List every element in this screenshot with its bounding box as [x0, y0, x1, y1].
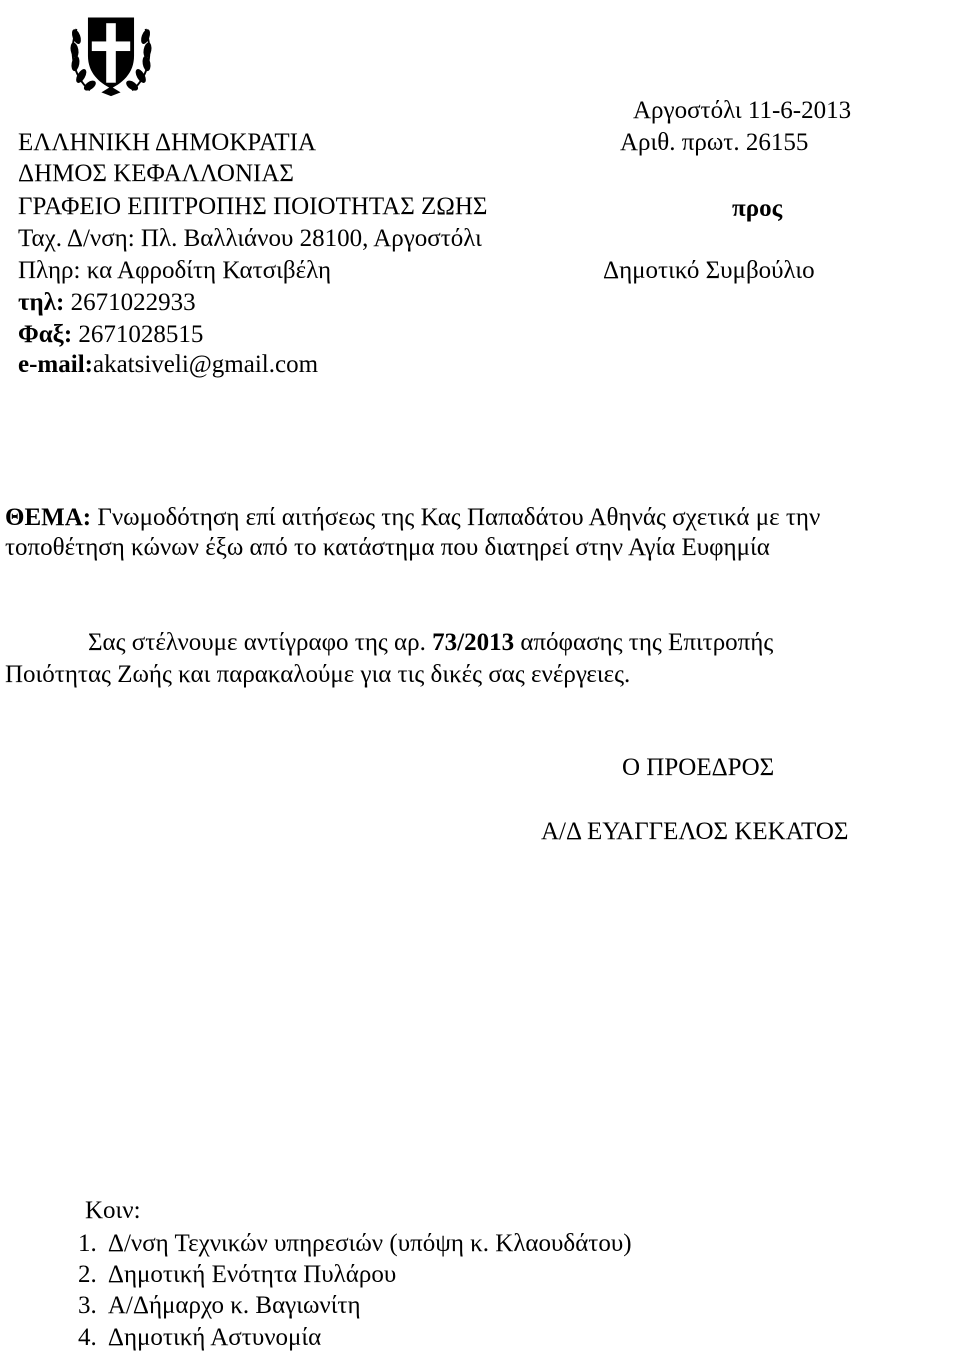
fax-number: 2671028515	[72, 321, 204, 348]
letter-date: Αργοστόλι 11-6-2013	[633, 97, 852, 124]
body-text-after: απόφασης της Επιτροπής	[514, 629, 774, 656]
sender-email-line	[18, 350, 318, 380]
signature-name: Α/Δ ΕΥΑΓΓΕΛΟΣ ΚΕΚΑΤΟΣ	[541, 818, 849, 845]
signature-title: Ο ΠΡΟΕΔΡΟΣ	[622, 754, 775, 781]
cc-label: Κοιν:	[85, 1197, 141, 1224]
recipient: Δημοτικό Συμβούλιο	[603, 257, 815, 284]
protocol-number: Αριθ. πρωτ. 26155	[620, 129, 809, 156]
cc-item: 1. Δ/νση Τεχνικών υπηρεσιών (υπόψη κ. Κλαουδάτου)	[78, 1230, 632, 1257]
fax-label: Φαξ:	[18, 321, 73, 348]
phone-label: τηλ:	[18, 289, 65, 316]
email-label: e-mail:	[18, 351, 93, 378]
body-line-1	[88, 628, 773, 658]
sender-contact-person: Πληρ: κα Αφροδίτη Κατσιβέλη	[18, 257, 332, 284]
recipient-label: προς	[732, 195, 783, 222]
sender-fax-line	[18, 320, 203, 350]
body-text-before: Σας στέλνουμε αντίγραφο της αρ.	[88, 629, 433, 656]
email-address: akatsiveli@gmail.com	[92, 351, 319, 378]
sender-phone-line	[18, 288, 196, 318]
sender-address: Ταχ. Δ/νση: Πλ. Βαλλιάνου 28100, Αργοστόλι	[18, 225, 482, 252]
decision-number: 73/2013	[432, 629, 515, 656]
body-line-2: Ποιότητας Ζωής και παρακαλούμε για τις δικές σας ενέργειες.	[5, 661, 631, 688]
cc-item: 3. Α/Δήμαρχο κ. Βαγιωνίτη	[78, 1292, 361, 1319]
subject-text-1: Γνωμοδότηση επί αιτήσεως της Κας Παπαδάτου Αθηνάς σχετικά με την	[91, 504, 821, 531]
subject-line-1	[5, 503, 820, 533]
sender-municipality: ΔΗΜΟΣ ΚΕΦΑΛΛΟΝΙΑΣ	[18, 160, 294, 187]
greek-coat-of-arms-emblem	[63, 4, 159, 100]
subject-line-2: τοποθέτηση κώνων έξω από το κατάστημα που διατηρεί στην Αγία Ευφημία	[5, 534, 770, 561]
subject-label: ΘΕΜΑ:	[5, 504, 92, 531]
sender-office: ΓΡΑΦΕΙΟ ΕΠΙΤΡΟΠΗΣ ΠΟΙΟΤΗΤΑΣ ΖΩΗΣ	[18, 193, 488, 220]
cc-item: 4. Δημοτική Αστυνομία	[78, 1324, 322, 1351]
cc-item: 2. Δημοτική Ενότητα Πυλάρου	[78, 1261, 397, 1288]
sender-country: ΕΛΛΗΝΙΚΗ ΔΗΜΟΚΡΑΤΙΑ	[18, 129, 316, 156]
phone-number: 2671022933	[64, 289, 196, 316]
